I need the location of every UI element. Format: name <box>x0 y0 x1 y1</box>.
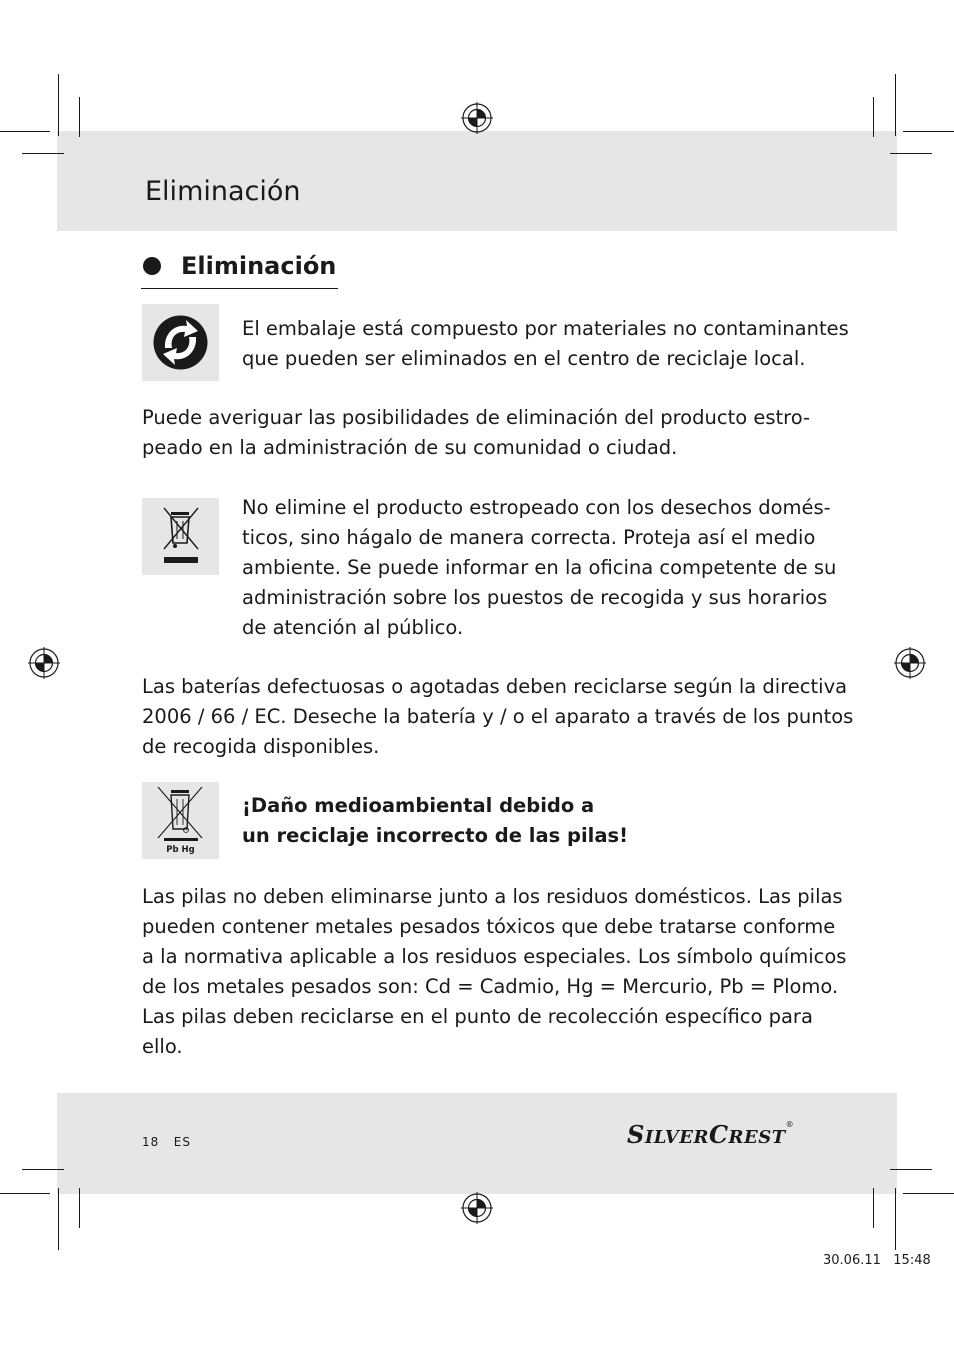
registration-mark-bottom <box>461 1192 493 1224</box>
section-heading <box>141 248 338 289</box>
green-dot-recycling-icon <box>142 304 219 381</box>
page-title: Eliminación <box>145 176 301 207</box>
section-title: Eliminación <box>181 252 337 280</box>
crossed-out-wheelie-bin-icon <box>142 498 219 575</box>
registration-mark-right <box>894 647 926 679</box>
weee-icon-box <box>142 498 219 575</box>
brand-name: SILVERCREST <box>627 1120 786 1149</box>
disposal-options-text: Puede averiguar las posibilidades de eliminación del producto estro- peado en la administración de su comunidad o ciudad. <box>142 406 811 459</box>
bullet-icon <box>143 257 161 275</box>
print-timestamp: 30.06.11 15:48 <box>823 1253 931 1268</box>
packaging-text: El embalaje está compuesto por materiales no contaminantes que pueden ser eliminados en el centro de reciclaje local. <box>242 317 849 370</box>
weee-text: No elimine el producto estropeado con los desechos domés- ticos, sino hágalo de manera correcta. Proteja así el medio ambiente. Se puede informar en la oficina competente de su administración sobre los puestos de recogida y sus horarios de atención al público. <box>242 496 837 639</box>
battery-icon-label: Pb Hg <box>166 845 195 855</box>
batteries-text: Las pilas no deben eliminarse junto a los residuos domésticos. Las pilas pueden contener metales pesados tóxicos que debe tratarse conforme a la normativa aplicable a los residuos especiales. Los símbolo químicos de los metales pesados son: Cd = Cadmio, Hg = Mercurio, Pb = Plomo. Las pilas deben reciclarse en el punto de recolección específico para ello. <box>142 885 847 1058</box>
crossed-out-battery-bin-icon <box>142 782 219 859</box>
silvercrest-logo: SILVERCREST® <box>627 1120 794 1149</box>
page-number: 18 ES <box>142 1135 191 1149</box>
batteries-directive-text: Las baterías defectuosas o agotadas deben reciclarse según la directiva 2006 / 66 / EC. Deseche la batería y / o el aparato a través de los puntos de recogida disponibles. <box>142 675 854 758</box>
registration-mark-top <box>461 102 493 134</box>
battery-warning-text: ¡Daño medioambiental debido a un reciclaje incorrecto de las pilas! <box>242 794 628 847</box>
battery-icon-box <box>142 782 219 859</box>
recycle-icon-box <box>142 304 219 381</box>
registration-mark-left <box>28 647 60 679</box>
